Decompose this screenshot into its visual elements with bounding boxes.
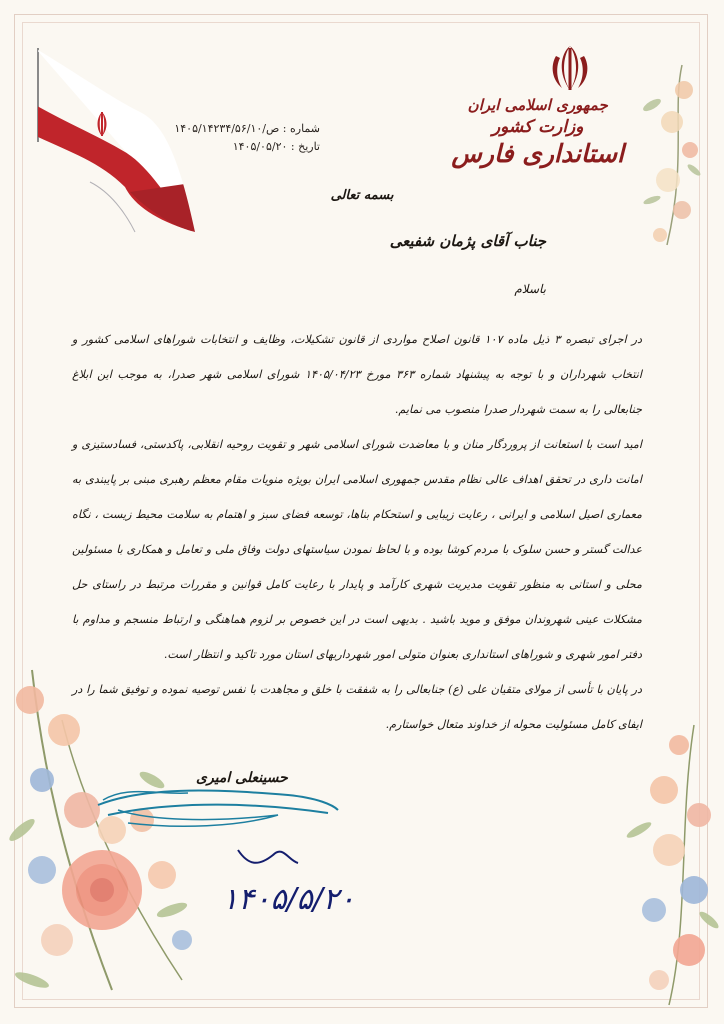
letter-date: [150, 138, 320, 156]
republic-title: جمهوری اسلامی ایران: [467, 96, 608, 114]
letter-body: [72, 322, 642, 742]
letter-meta: [150, 120, 320, 156]
handwritten-date: ۱۴۰۵/۵/۲۰: [222, 882, 356, 917]
body-paragraph: امید است با استعانت از پروردگار منان و با معاضدت شورای اسلامی شهر و تقویت روحیه انقلابی، پاکدستی، فسادستیزی و امانت داری در تحقق اهداف عالی نظام مقدس جمهوری اسلامی ایران بویژه منویات مقام معظم رهبری مبنی بر پایبندی به معماری اصیل اسلامی و ایرانی ، رعایت زیبایی و استحکام بناها، توسعه فضای سبز و اهتمام به سلامت محیط زیست ، نگاه عدالت گستر و حسن سلوک با مردم کوشا بوده و با لحاظ نمودن سیاستهای دولت وفاق ملی و تعامل و همکاری با مسئولین محلی و استانی به منظور تقویت مدیریت شهری کارآمد و پایدار با رعایت کامل قوانین و مقررات مرتبط در راستای حل مشکلات عینی شهروندان موفق و موید باشید . بدیهی است در این خصوص بر لزوم هماهنگی و ارتباط منسجم و مداوم با دفتر امور شهری و شوراهای استانداری بعنوان متولی امور شهرداریهای استان مورد تاکید و انتظار است.: [72, 438, 642, 661]
letter-number: [150, 120, 320, 138]
number-label: شماره :: [279, 122, 320, 135]
greeting: باسلام: [514, 282, 546, 296]
doc-title: بسمه تعالی: [330, 188, 394, 203]
signer-name: حسینعلی امیری: [196, 770, 288, 786]
flower-corner-icon: [609, 720, 724, 1010]
ministry-title: وزارت کشور: [491, 117, 584, 137]
body-paragraph: در اجرای تبصره ۳ ذیل ماده ۱۰۷ قانون اصلاح مواردی از قانون تشکیلات، وظایف و انتخابات شوراهای اسلامی کشور و انتخاب شهرداران و با توجه به پیشنهاد شماره ۳۶۳ مورخ ۱۴۰۵/۰۴/۲۳ شورای اسلامی شهر صدرا، به موجب این ابلاغ جنابعالی را به سمت شهردار صدرا منصوب می نمایم.: [72, 333, 643, 416]
number-value: ص/۱۴۰۵/۱۴۲۳۴/۵۶/۱۰: [174, 122, 280, 135]
date-label: تاریخ :: [287, 140, 320, 153]
closing-paragraph: در پایان با تأسی از مولای متقیان علی (ع) جنابعالی را به شفقت با خلق و مجاهدت با نفس توصیه نموده و توفیق شما را در ایفای کامل مسئولیت محوله از خداوند متعال خواستارم.: [72, 683, 642, 731]
flower-decoration-icon: [612, 60, 702, 250]
date-value: ۱۴۰۵/۰۵/۲۰: [232, 140, 288, 153]
emblem-icon: [548, 44, 592, 94]
province-title: استانداری فارس: [451, 139, 624, 168]
letterhead: [451, 96, 624, 168]
recipient-salutation: جناب آقای پژمان شفیعی: [389, 232, 546, 250]
